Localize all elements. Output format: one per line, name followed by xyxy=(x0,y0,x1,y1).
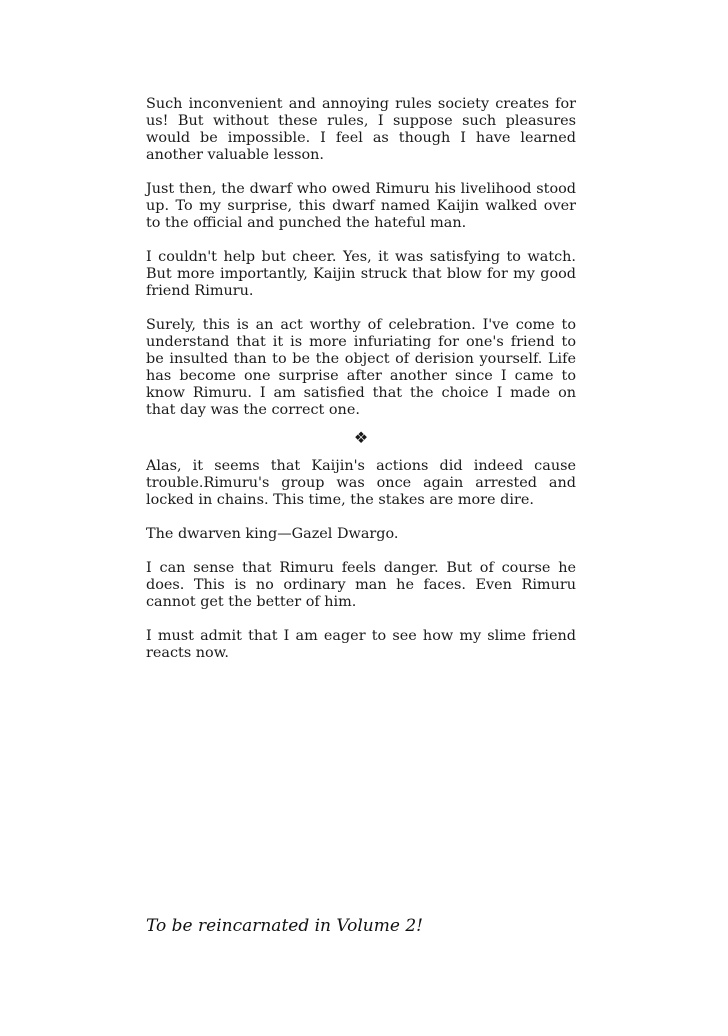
paragraph: Surely, this is an act worthy of celebration. I've come to understand that it is more infuriating for one's friend to be insulted than to be the object of derision yourself. Life has become one surprise after another since I came to know Rimuru. I am satisfied that the choice I made on that day was the correct one. xyxy=(146,317,576,418)
paragraph: I can sense that Rimuru feels danger. But of course he does. This is no ordinary man he faces. Even Rimuru cannot get the better of him. xyxy=(146,560,576,610)
paragraph: Such inconvenient and annoying rules society creates for us! But without these rules, I suppose such pleasures would be impossible. I feel as though I have learned another valuable lesson. xyxy=(146,96,576,163)
paragraph: I couldn't help but cheer. Yes, it was satisfying to watch. But more importantly, Kaijin struck that blow for my good friend Rimuru. xyxy=(146,249,576,299)
text-body xyxy=(146,96,576,679)
closing-line: To be reincarnated in Volume 2! xyxy=(146,916,423,936)
section-divider-icon: ❖ xyxy=(353,428,369,447)
paragraph: The dwarven king—Gazel Dwargo. xyxy=(146,526,399,542)
paragraph: Just then, the dwarf who owed Rimuru his livelihood stood up. To my surprise, this dwarf named Kaijin walked over to the official and punched the hateful man. xyxy=(146,181,576,231)
paragraph: Alas, it seems that Kaijin's actions did indeed cause trouble.Rimuru's group was once again arrested and locked in chains. This time, the stakes are more dire. xyxy=(146,458,576,508)
paragraph: I must admit that I am eager to see how my slime friend reacts now. xyxy=(146,628,576,661)
